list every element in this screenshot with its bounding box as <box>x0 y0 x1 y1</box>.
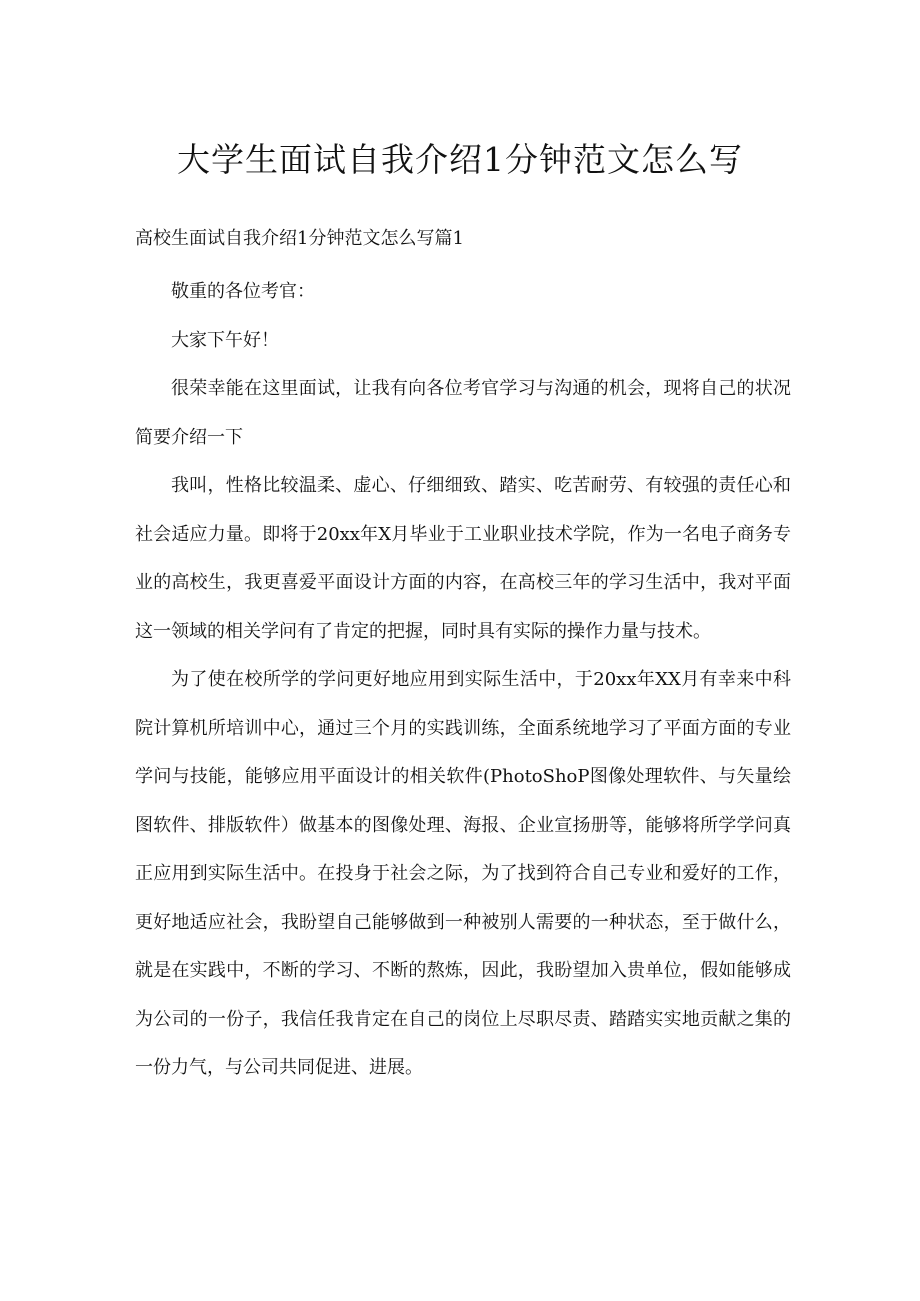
salutation-paragraph: 敬重的各位考官： <box>171 281 315 302</box>
section-heading: 高校生面试自我介绍1分钟范文怎么写篇1 <box>135 228 464 249</box>
document-title: 大学生面试自我介绍1分钟范文怎么写 <box>177 140 743 179</box>
training-paragraph: 为了使在校所学的学问更好地应用到实际生活中，于20xx年XX月有幸来中科院计算机所培训中心，通过三个月的实践训练，全面系统地学习了平面方面的专业学问与技能，能够应用平面设计的相关软件(PhotoShoP图像处理软件、与矢量绘图软件、排版软件）做基本的图像处理、海报、企业宣扬册等，能够将所学学问真正应用到实际生活中。在投身于社会之际，为了找到符合自己专业和爱好的工作，更好地适应社会，我盼望自己能够做到一种被别人需要的一种状态，至于做什么，就是在实践中，不断的学习、不断的熬炼，因此，我盼望加入贵单位，假如能够成为公司的一份子，我信任我肯定在自己的岗位上尽职尽责、踏踏实实地贡献之集的一份力气，与公司共同促进、进展。 <box>135 669 791 1078</box>
background-paragraph: 我叫，性格比较温柔、虚心、仔细细致、踏实、吃苦耐劳、有较强的责任心和社会适应力量。即将于20xx年X月毕业于工业职业技术学院，作为一名电子商务专业的高校生，我更喜爱平面设计方面的内容，在高校三年的学习生活中，我对平面这一领域的相关学问有了肯定的把握，同时具有实际的操作力量与技术。 <box>135 475 791 642</box>
greeting-paragraph: 大家下午好！ <box>171 329 279 351</box>
document-body <box>135 268 791 1093</box>
intro-paragraph: 很荣幸能在这里面试，让我有向各位考官学习与沟通的机会，现将自己的状况简要介绍一下 <box>135 378 791 448</box>
